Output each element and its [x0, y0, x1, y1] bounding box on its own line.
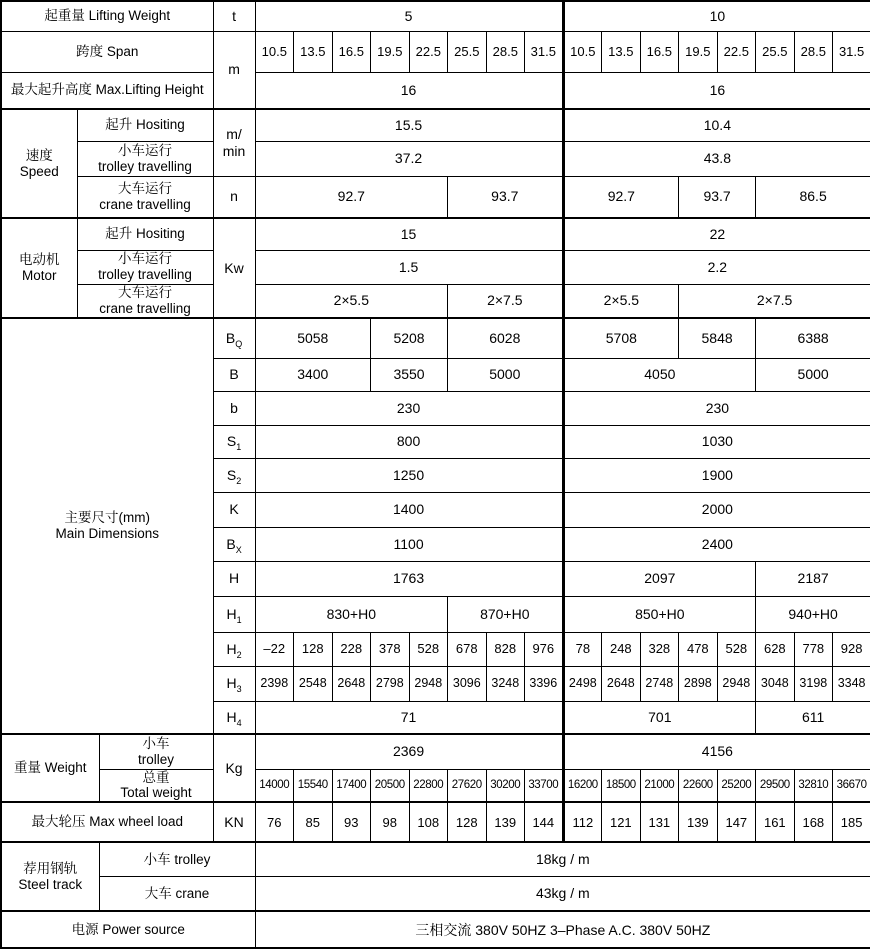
dim-h3-value-cell: 3096	[448, 666, 487, 701]
dim-s2-value-cell: 1900	[563, 458, 870, 492]
dim-symbol-text: S	[226, 433, 237, 450]
weight-total-value-cell: 22600	[679, 769, 718, 802]
weight-total-value-cell: 29500	[756, 769, 795, 802]
weight-total-label-zh: 总重	[142, 769, 170, 785]
row-motor-hoisting	[1, 218, 870, 250]
span-value-cell: 16.5	[640, 31, 679, 72]
row-weight-total	[1, 769, 870, 802]
dim-bx-value-cell: 1100	[255, 527, 563, 561]
dim-symbol-text: B	[226, 535, 236, 552]
dim-symbol-text: H	[226, 605, 237, 622]
dim-h3-value-cell: 2648	[332, 666, 371, 701]
track-group-label	[1, 842, 99, 911]
speed-hoisting-value-cell: 15.5	[255, 109, 563, 141]
wheel-load-value-cell: 121	[602, 802, 641, 842]
dim-h-value-cell: 2097	[563, 561, 756, 596]
dim-h2-value-cell: 828	[486, 632, 525, 666]
weight-total-value-cell: 22800	[409, 769, 448, 802]
motor-unit: Kw	[213, 218, 255, 318]
dim-h2-value-cell: 128	[294, 632, 333, 666]
dim-bq-value-cell: 6028	[448, 318, 564, 358]
dim-symbol-text: H	[226, 675, 237, 692]
motor-trolley-label-en: trolley travelling	[98, 267, 192, 282]
dim-h3-value-cell: 2548	[294, 666, 333, 701]
dim-symbol-sub: 4	[236, 717, 242, 728]
motor-crane-value-cell: 2×7.5	[448, 284, 564, 318]
max-lifting-height-label: 最大起升高度 Max.Lifting Height	[1, 72, 213, 109]
speed-trolley-label-zh: 小车运行	[118, 142, 173, 158]
dim-h3-value-cell: 3248	[486, 666, 525, 701]
max-height-value-cell: 16	[255, 72, 563, 109]
motor-crane-label-zh: 大车运行	[118, 284, 173, 300]
dim-symbol-text: B	[225, 329, 236, 346]
wheel-load-label: 最大轮压 Max wheel load	[1, 802, 213, 842]
motor-crane-value-cell: 2×5.5	[563, 284, 679, 318]
dim-bq-value-cell: 5848	[679, 318, 756, 358]
weight-total-value-cell: 16200	[563, 769, 602, 802]
dim-h1-value-cell: 830+H0	[255, 596, 448, 632]
motor-label-en: Motor	[21, 268, 57, 283]
dim-bq-value-cell: 6388	[756, 318, 870, 358]
span-value-cell: 25.5	[448, 31, 487, 72]
weight-total-value-cell: 21000	[640, 769, 679, 802]
motor-hoisting-value-cell: 15	[255, 218, 563, 250]
track-trolley-value-cell: 18kg / m	[255, 842, 870, 876]
dim-symbol-s2	[213, 458, 255, 492]
dim-symbol-bq	[213, 318, 255, 358]
row-span	[1, 31, 870, 72]
speed-crane-unit: n	[213, 176, 255, 218]
row-speed-hoisting	[1, 109, 870, 141]
span-value-cell: 13.5	[602, 31, 641, 72]
dim-h2-value-cell: 478	[679, 632, 718, 666]
span-label: 跨度 Span	[1, 31, 213, 72]
dim-b-lower-value-cell: 230	[255, 391, 563, 425]
span-value-cell: 28.5	[486, 31, 525, 72]
dim-h1-value-cell: 870+H0	[448, 596, 564, 632]
wheel-load-value-cell: 147	[717, 802, 756, 842]
dim-symbol-s1	[213, 425, 255, 458]
weight-total-value-cell: 32810	[794, 769, 833, 802]
motor-trolley-label-zh: 小车运行	[118, 251, 173, 267]
row-speed-crane	[1, 176, 870, 218]
weight-total-value-cell: 17400	[332, 769, 371, 802]
speed-trolley-value-cell: 43.8	[563, 141, 870, 176]
dim-h3-value-cell: 2898	[679, 666, 718, 701]
motor-group-label	[1, 218, 77, 318]
span-value-cell: 10.5	[255, 31, 294, 72]
dim-h3-value-cell: 2648	[602, 666, 641, 701]
dim-h2-value-cell: 528	[717, 632, 756, 666]
wheel-load-unit: KN	[213, 802, 255, 842]
dim-h4-value-cell: 701	[563, 701, 756, 734]
span-value-cell: 22.5	[717, 31, 756, 72]
weight-total-value-cell: 18500	[602, 769, 641, 802]
weight-total-value-cell: 33700	[525, 769, 564, 802]
dim-b-value-cell: 3550	[371, 358, 448, 391]
dim-symbol-bx	[213, 527, 255, 561]
power-source-label: 电源 Power source	[1, 911, 255, 948]
weight-total-value-cell: 36670	[833, 769, 870, 802]
dim-h3-value-cell: 2948	[409, 666, 448, 701]
speed-trolley-label	[77, 141, 213, 176]
span-value-cell: 25.5	[756, 31, 795, 72]
track-label-zh: 荐用钢轨	[23, 860, 78, 876]
speed-unit-line1: m/	[226, 126, 242, 143]
speed-crane-label-en: crane travelling	[99, 196, 191, 212]
dim-h2-value-cell: 928	[833, 632, 870, 666]
dim-h2-value-cell: 778	[794, 632, 833, 666]
lifting-weight-value-cell: 10	[563, 1, 870, 31]
row-wheel-load	[1, 802, 870, 842]
dim-h3-value-cell: 2798	[371, 666, 410, 701]
dim-symbol-sub: X	[235, 544, 242, 555]
dim-h3-value-cell: 3048	[756, 666, 795, 701]
dim-h-value-cell: 1763	[255, 561, 563, 596]
row-power-source	[1, 911, 870, 948]
dim-h2-value-cell: 228	[332, 632, 371, 666]
motor-trolley-label	[77, 250, 213, 284]
weight-trolley-label	[99, 734, 213, 769]
motor-trolley-value-cell: 1.5	[255, 250, 563, 284]
row-max-lifting-height	[1, 72, 870, 109]
speed-hoisting-label: 起升 Hositing	[77, 109, 213, 141]
span-unit: m	[213, 31, 255, 109]
weight-total-value-cell: 14000	[255, 769, 294, 802]
row-track-trolley	[1, 842, 870, 876]
dim-h3-value-cell: 2398	[255, 666, 294, 701]
dim-symbol-text: H	[226, 708, 237, 725]
dim-symbol-sub: 1	[236, 614, 242, 625]
weight-trolley-label-zh: 小车	[142, 735, 170, 751]
dim-h3-value-cell: 2748	[640, 666, 679, 701]
dim-h3-value-cell: 3198	[794, 666, 833, 701]
dim-symbol-text: H	[226, 640, 237, 657]
weight-trolley-label-en: trolley	[138, 751, 175, 767]
dim-symbol-k: K	[213, 492, 255, 527]
wheel-load-value-cell: 76	[255, 802, 294, 842]
wheel-load-value-cell: 139	[679, 802, 718, 842]
row-weight-trolley	[1, 734, 870, 769]
dim-symbol-sub: Q	[235, 338, 243, 349]
dim-s1-value-cell: 1030	[563, 425, 870, 458]
dim-bx-value-cell: 2400	[563, 527, 870, 561]
dim-h-value-cell: 2187	[756, 561, 870, 596]
dim-h2-value-cell: 78	[563, 632, 602, 666]
span-value-cell: 31.5	[833, 31, 870, 72]
dim-symbol-h2	[213, 632, 255, 666]
wheel-load-value-cell: 139	[486, 802, 525, 842]
motor-hoisting-label: 起升 Hositing	[77, 218, 213, 250]
dim-s2-value-cell: 1250	[255, 458, 563, 492]
dimensions-group-label	[1, 318, 213, 734]
dim-symbol-sub: 1	[236, 442, 242, 453]
track-label-en: Steel track	[18, 876, 83, 892]
lifting-weight-value-cell: 5	[255, 1, 563, 31]
weight-total-label	[99, 769, 213, 802]
weight-total-value-cell: 15540	[294, 769, 333, 802]
dim-h2-value-cell: 976	[525, 632, 564, 666]
dim-h4-value-cell: 71	[255, 701, 563, 734]
wheel-load-value-cell: 128	[448, 802, 487, 842]
weight-total-value-cell: 25200	[717, 769, 756, 802]
wheel-load-value-cell: 93	[332, 802, 371, 842]
dim-k-value-cell: 2000	[563, 492, 870, 527]
wheel-load-value-cell: 108	[409, 802, 448, 842]
row-track-crane	[1, 876, 870, 911]
speed-trolley-value-cell: 37.2	[255, 141, 563, 176]
dim-bq-value-cell: 5708	[563, 318, 679, 358]
row-motor-crane	[1, 284, 870, 318]
dim-h2-value-cell: 528	[409, 632, 448, 666]
dimensions-label-zh: 主要尺寸(mm)	[64, 510, 150, 526]
dim-h3-value-cell: 3396	[525, 666, 564, 701]
track-crane-label: 大车 crane	[99, 876, 255, 911]
dim-symbol-b-lower: b	[213, 391, 255, 425]
dim-h3-value-cell: 2948	[717, 666, 756, 701]
motor-trolley-value-cell: 2.2	[563, 250, 870, 284]
weight-group-label: 重量 Weight	[1, 734, 99, 802]
speed-crane-value-cell: 92.7	[255, 176, 448, 218]
wheel-load-value-cell: 144	[525, 802, 564, 842]
speed-crane-value-cell: 93.7	[448, 176, 564, 218]
weight-total-value-cell: 30200	[486, 769, 525, 802]
dim-bq-value-cell: 5208	[371, 318, 448, 358]
motor-crane-label	[77, 284, 213, 318]
span-value-cell: 22.5	[409, 31, 448, 72]
motor-hoisting-value-cell: 22	[563, 218, 870, 250]
dimensions-label-en: Main Dimensions	[55, 526, 160, 541]
speed-crane-label-zh: 大车运行	[118, 180, 173, 196]
dim-b-value-cell: 3400	[255, 358, 371, 391]
span-value-cell: 19.5	[371, 31, 410, 72]
speed-unit-line2: min	[222, 142, 246, 159]
motor-crane-label-en: crane travelling	[99, 300, 191, 316]
dim-h4-value-cell: 611	[756, 701, 870, 734]
span-value-cell: 16.5	[332, 31, 371, 72]
wheel-load-value-cell: 85	[294, 802, 333, 842]
speed-crane-label	[77, 176, 213, 218]
dim-b-value-cell: 5000	[448, 358, 564, 391]
row-lifting-weight	[1, 1, 870, 31]
dim-s1-value-cell: 800	[255, 425, 563, 458]
row-dim-bq	[1, 318, 870, 358]
speed-hoisting-value-cell: 10.4	[563, 109, 870, 141]
wheel-load-value-cell: 131	[640, 802, 679, 842]
wheel-load-value-cell: 168	[794, 802, 833, 842]
dim-b-value-cell: 4050	[563, 358, 756, 391]
span-value-cell: 13.5	[294, 31, 333, 72]
max-height-value-cell: 16	[563, 72, 870, 109]
weight-trolley-value-cell: 4156	[563, 734, 870, 769]
dim-h2-value-cell: 248	[602, 632, 641, 666]
dim-h2-value-cell: 678	[448, 632, 487, 666]
dim-bq-value-cell: 5058	[255, 318, 371, 358]
dim-symbol-h: H	[213, 561, 255, 596]
dim-symbol-sub: 3	[236, 684, 242, 695]
speed-label-zh: 速度	[25, 147, 53, 163]
weight-trolley-value-cell: 2369	[255, 734, 563, 769]
dim-b-lower-value-cell: 230	[563, 391, 870, 425]
speed-crane-value-cell: 92.7	[563, 176, 679, 218]
dim-h3-value-cell: 2498	[563, 666, 602, 701]
dim-symbol-sub: 2	[236, 649, 242, 660]
weight-total-label-en: Total weight	[120, 785, 192, 801]
dim-h2-value-cell: 628	[756, 632, 795, 666]
speed-label-en: Speed	[19, 163, 59, 179]
speed-group-label	[1, 109, 77, 218]
lifting-weight-unit: t	[213, 1, 255, 31]
dim-h1-value-cell: 940+H0	[756, 596, 870, 632]
wheel-load-value-cell: 185	[833, 802, 870, 842]
dim-symbol-text: S	[226, 466, 237, 483]
speed-crane-value-cell: 93.7	[679, 176, 756, 218]
lifting-weight-label: 起重量 Lifting Weight	[1, 1, 213, 31]
dim-h2-value-cell: –22	[255, 632, 294, 666]
dim-symbol-h1	[213, 596, 255, 632]
motor-crane-value-cell: 2×7.5	[679, 284, 870, 318]
row-motor-trolley	[1, 250, 870, 284]
dim-h2-value-cell: 378	[371, 632, 410, 666]
wheel-load-value-cell: 161	[756, 802, 795, 842]
speed-unit	[213, 109, 255, 176]
speed-crane-value-cell: 86.5	[756, 176, 870, 218]
span-value-cell: 31.5	[525, 31, 564, 72]
wheel-load-value-cell: 112	[563, 802, 602, 842]
weight-total-value-cell: 27620	[448, 769, 487, 802]
dim-symbol-b-upper: B	[213, 358, 255, 391]
span-value-cell: 10.5	[563, 31, 602, 72]
weight-total-value-cell: 20500	[371, 769, 410, 802]
span-value-cell: 19.5	[679, 31, 718, 72]
dim-h3-value-cell: 3348	[833, 666, 870, 701]
dim-b-value-cell: 5000	[756, 358, 870, 391]
dim-h2-value-cell: 328	[640, 632, 679, 666]
wheel-load-value-cell: 98	[371, 802, 410, 842]
track-crane-value-cell: 43kg / m	[255, 876, 870, 911]
dim-symbol-h4	[213, 701, 255, 734]
span-value-cell: 28.5	[794, 31, 833, 72]
speed-trolley-label-en: trolley travelling	[98, 158, 192, 174]
dim-h1-value-cell: 850+H0	[563, 596, 756, 632]
power-source-value-cell: 三相交流 380V 50HZ 3–Phase A.C. 380V 50HZ	[255, 911, 870, 948]
track-trolley-label: 小车 trolley	[99, 842, 255, 876]
weight-unit: Kg	[213, 734, 255, 802]
row-speed-trolley	[1, 141, 870, 176]
dim-symbol-h3	[213, 666, 255, 701]
motor-label-zh: 电动机	[19, 252, 60, 268]
dim-symbol-sub: 2	[236, 475, 242, 486]
motor-crane-value-cell: 2×5.5	[255, 284, 448, 318]
dim-k-value-cell: 1400	[255, 492, 563, 527]
